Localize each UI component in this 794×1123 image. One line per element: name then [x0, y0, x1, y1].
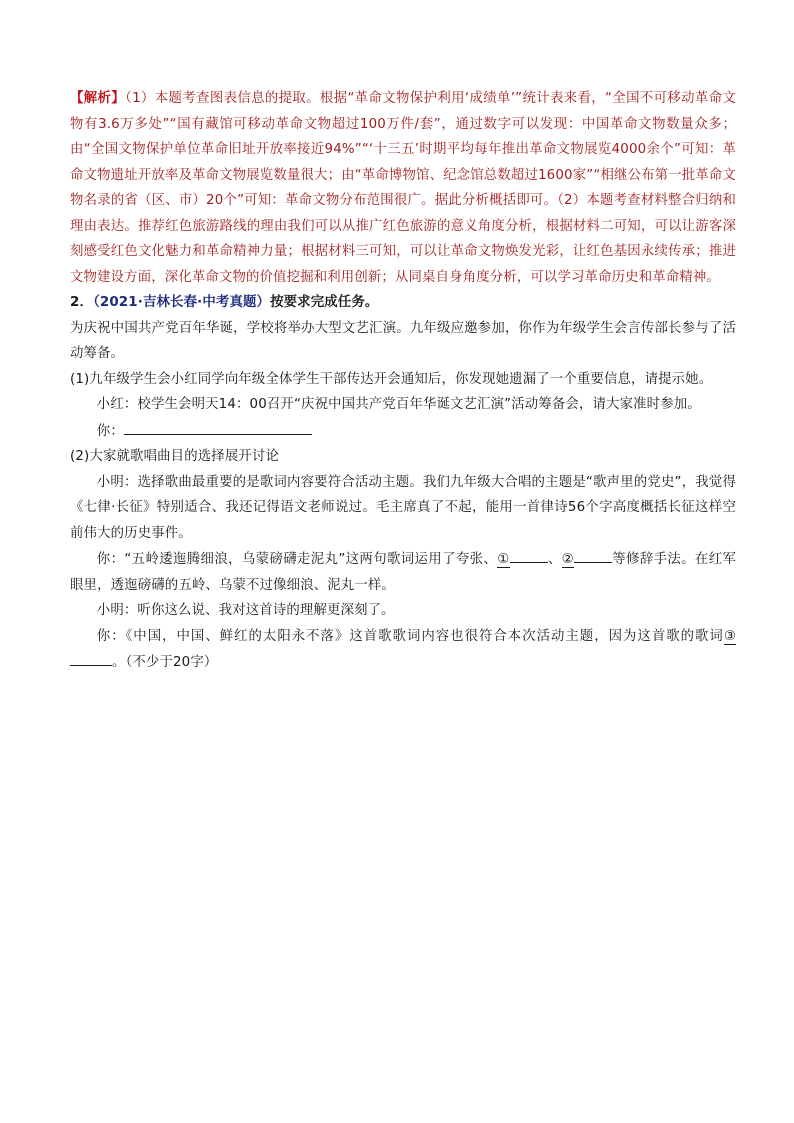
- analysis-paragraph: [70, 86, 736, 290]
- xiaoming-line-1: 小明：选择歌曲最重要的是歌词内容要符合活动主题。我们九年级大合唱的主题是“歌声里的党史”，我觉得《七律·长征》特别适合、我还记得语文老师说过。毛主席真了不起，能用一首律诗56个字高度概括长征这样空前伟大的历史事件。: [70, 474, 736, 541]
- question-intro: 为庆祝中国共产党百年华诞，学校将举办大型文艺汇演。九年级应邀参加，你作为年级学生会言传部长参与了活动筹备。: [70, 320, 736, 361]
- answer-line-1: [70, 418, 736, 445]
- document-page: [70, 86, 736, 676]
- blank-marker-3: ③: [723, 628, 736, 644]
- answer-blank-3[interactable]: [574, 546, 612, 563]
- you-line-1: [70, 546, 736, 598]
- you-line-1-a: 你：“五岭逶迤腾细浪，乌蒙磅礴走泥丸”这两句歌词运用了夸张、: [96, 552, 498, 567]
- you-label: 你：: [96, 423, 124, 439]
- you-line-2-b: 。（不少于20字）: [112, 655, 218, 670]
- answer-blank-4[interactable]: [70, 649, 112, 666]
- part2-prompt: (2)大家就歌唱曲目的选择展开讨论: [70, 449, 279, 464]
- analysis-tag: 【解析】: [70, 91, 126, 106]
- part1-prompt: (1)九年级学生会小红同学向年级全体学生干部传达开会通知后，你发现她遗漏了一个重要信息，请提示她。: [70, 371, 713, 387]
- question-number: 2．: [70, 295, 94, 310]
- xiaoming-line-2: 小明：听你这么说、我对这首诗的理解更深刻了。: [96, 603, 395, 618]
- you-line-2: [70, 624, 736, 676]
- separator: 、: [547, 552, 562, 567]
- blank-marker-1: ①: [497, 552, 510, 567]
- analysis-text: （1）本题考查图表信息的提取。根据“革命文物保护利用‘成绩单’”统计表来看，“全国不可移动革命文物有3.6万多处”“国有藏馆可移动革命文物超过100万件/套”，通过数字可以发现：中国革命文物数量众多；由“全国文物保护单位革命旧址开放率接近94%”“‘十三五’时期平均每年推出革命文物展览4000余个”可知：革命文物遗址开放率及革命文物展览数量很大；由“革命博物馆、纪念馆总数超过1600家”“相继公布第一批革命文物名录的省（区、市）20个”可知：革命文物分布范围很广。据此分析概括即可。（2）本题考查材料整合归纳和理由表达。推荐红色旅游路线的理由我们可以从推广红色旅游的意义角度分析，根据材料二可知，可以让游客深刻感受红色文化魅力和革命精神力量；根据材料三可知，可以让革命文物焕发光彩，让红色基因永续传承；推进文物建设方面，深化革命文物的价值挖掘和利用创新；从同桌自身角度分析，可以学习革命历史和革命精神。: [70, 91, 737, 285]
- question-instruction: 按要求完成任务。: [270, 295, 379, 310]
- you-line-2-a: 你：《中国，中国、鲜红的太阳永不落》这首歌歌词内容也很符合本次活动主题，因为这首歌的歌词: [96, 628, 724, 644]
- answer-blank-1[interactable]: [124, 418, 312, 435]
- you-line-1-b: 等修辞手法。在红军眼里，透迤磅礴的五岭、乌蒙不过像细浪、泥丸一样。: [70, 552, 737, 593]
- blank-marker-2: ②: [561, 552, 575, 567]
- answer-blank-2[interactable]: [510, 546, 548, 563]
- question-source: （2021·吉林长春·中考真题）: [93, 295, 271, 310]
- xiaohong-line: 小红：校学生会明天14：00召开“庆祝中国共产党百年华诞文艺汇演”活动筹备会，请大家准时参加。: [96, 397, 701, 412]
- question-title: [70, 290, 736, 316]
